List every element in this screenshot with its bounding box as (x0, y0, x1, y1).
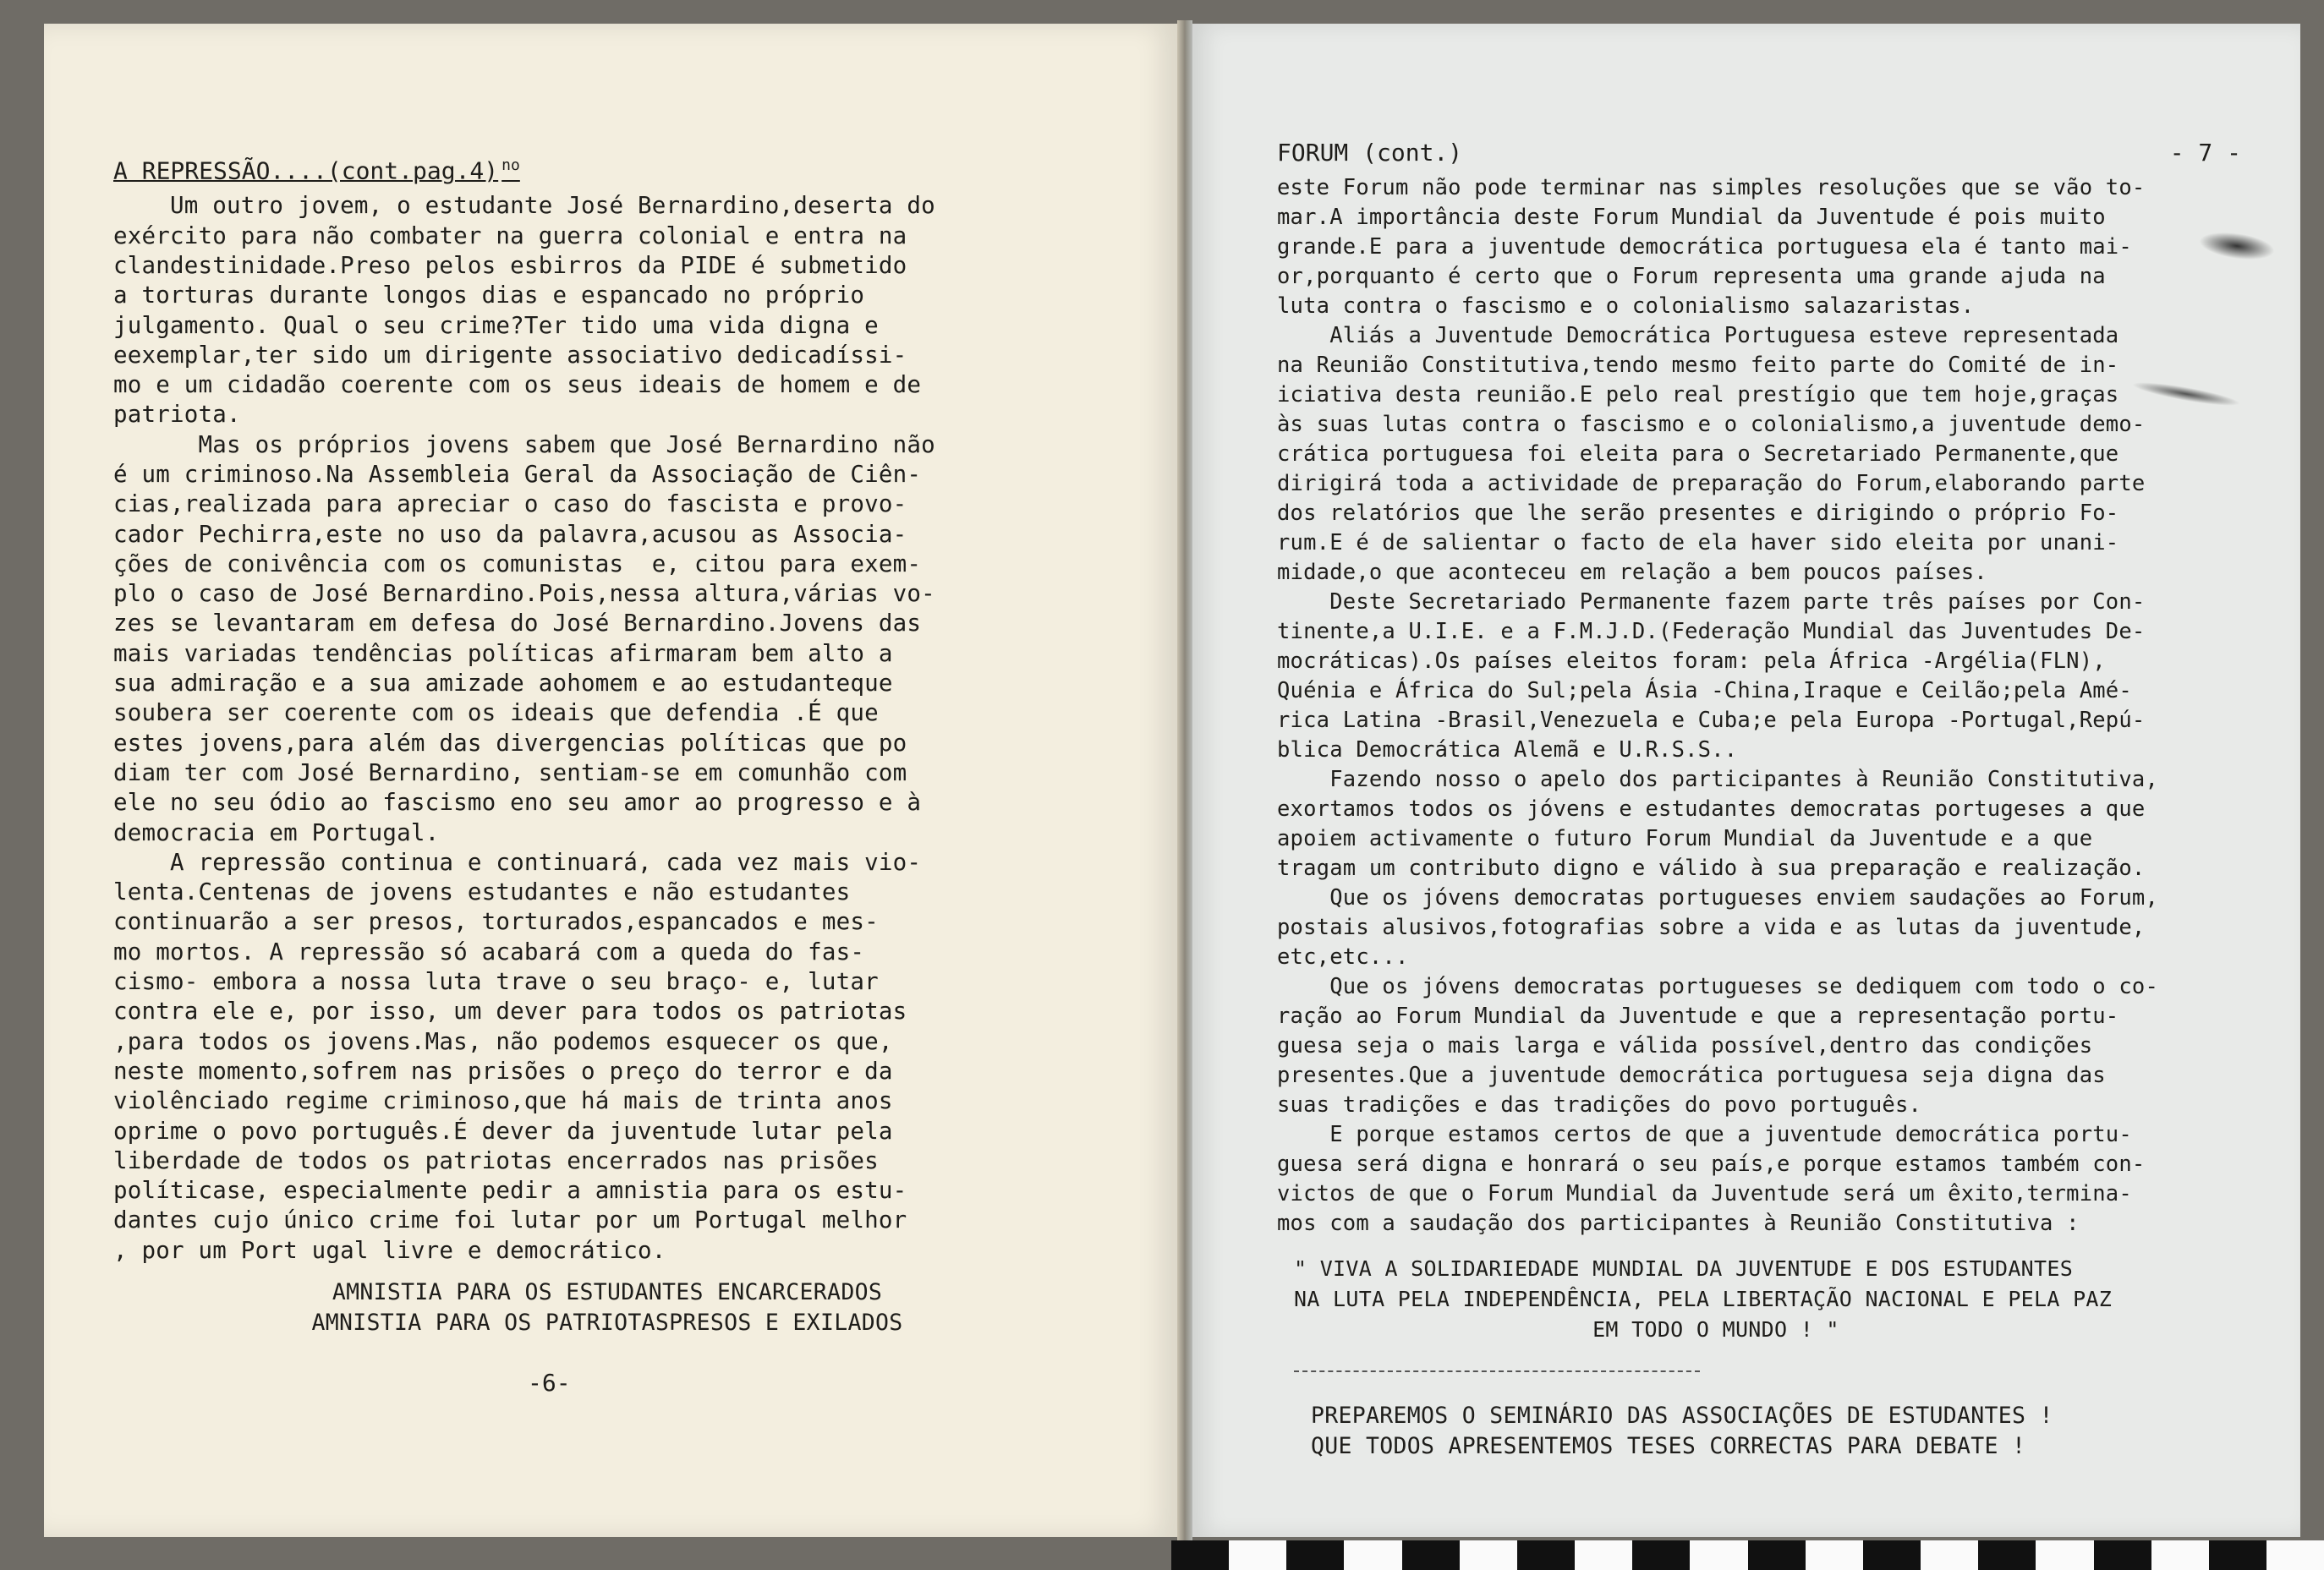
amnesty-slogan-students: AMNISTIA PARA OS ESTUDANTES ENCARCERADOS (332, 1279, 883, 1306)
right-page-number: - 7 - (2169, 139, 2241, 167)
book-gutter (1177, 20, 1192, 1542)
theses-call: QUE TODOS APRESENTEMOS TESES CORRECTAS PARA DEBATE ! (1311, 1433, 2026, 1459)
right-running-head (1277, 138, 2266, 168)
section-divider (1294, 1370, 1700, 1372)
solidarity-quote: " VIVA A SOLIDARIEDADE MUNDIAL DA JUVENTUDE E DOS ESTUDANTES NA LUTA PELA INDEPENDÊNCIA, PELA LIBERTAÇÃO NACIONAL E PELA PAZ EM TODO O MUNDO ! " (1294, 1256, 2113, 1342)
left-page-number: -6- (528, 1369, 571, 1398)
scan-scale-bar (1171, 1540, 2324, 1570)
header-superscript: no (502, 156, 520, 174)
left-page-body: Um outro jovem, o estudante José Bernardino,deserta do exército para não combater na guerra colonial e entra na clandestinidade.Preso pelos esbirros da PIDE é submetido a torturas durante longos dias e espancado no próprio julgamento. Qual o seu crime?Ter tido uma vida digna e eexemplar,ter sido um dirigente associativo dedicadíssi- mo e um cidadão coerente com os seus ideais de homem e de patriota. Mas os próprios jovens sabem que José Bernardino não é um criminoso.Na Assembleia Geral da Associação de Ciên- cias,realizada para apreciar o caso do fascista e provo- cador Pechirra,este no uso da palavra,acusou as Associa- ções de conivência com os comunistas e, citou para exem- plo o caso de José Bernardino.Pois,nessa altura,várias vo- zes se levantaram em defesa do José Bernardino.Jovens das mais variadas tendências políticas afirmaram bem alto a sua admiração e a sua amizade aohomem e ao estudanteque soubera ser coerente com os ideais que defendia .É que estes jovens,para além das divergencias políticas que po diam ter com José Bernardino, sentiam-se em comunhão com ele no seu ódio ao fascismo eno seu amor ao progresso e à democracia em Portugal. A repressão continua e continuará, cada vez mais vio- lenta.Centenas de jovens estudantes e não estudantes continuarão a ser presos, torturados,espancados e mes- mo mortos. A repressão só acabará com a queda do fas- cismo- embora a nossa luta trave o seu braço- e, lutar contra ele e, por isso, um dever para todos os patriotas ,para todos os jovens.Mas, não podemos esquecer os que, neste momento,sofrem nas prisões o preço do terror e da violênciado regime criminoso,que há mais de trinta anos oprime o povo português.É dever da juventude lutar pela liberdade de todos os patriotas encerrados nas prisões políticase, especialmente pedir a amnistia para os estu- dantes cujo único crime foi lutar por um Portugal melhor , por um Port ugal livre e democrático. (113, 192, 935, 1264)
seminar-call: PREPAREMOS O SEMINÁRIO DAS ASSOCIAÇÕES DE ESTUDANTES ! (1311, 1403, 2053, 1429)
right-page (1192, 24, 2300, 1537)
left-running-head (113, 150, 1101, 186)
right-page-body: este Forum não pode terminar nas simples resoluções que se vão to- mar.A importância deste Forum Mundial da Juventude é pois muito grande.E para a juventude democrática portuguesa ela é tanto mai- or,porquanto é certo que o Forum representa uma grande ajuda na luta contra o fascismo e o colonialismo salazaristas. Aliás a Juventude Democrática Portuguesa esteve representada na Reunião Constitutiva,tendo mesmo feito parte do Comité de in- iciativa desta reunião.E pelo real prestígio que tem hoje,graças às suas lutas contra o fascismo e o colonialismo,a juventude demo- crática portuguesa foi eleita para o Secretariado Permanente,que dirigirá toda a actividade de preparação do Forum,elaborando parte dos relatórios que lhe serão presentes e dirigindo o próprio Fo- rum.E é de salientar o facto de ela haver sido eleita por unani- midade,o que aconteceu em relação a bem poucos países. Deste Secretariado Permanente fazem parte três países por Con- tinente,a U.I.E. e a F.M.J.D.(Federação Mundial das Juventudes De- mocráticas).Os países eleitos foram: pela África -Argélia(FLN), Quénia e África do Sul;pela Ásia -China,Iraque e Ceilão;pela Amé- rica Latina -Brasil,Venezuela e Cuba;e pela Europa -Portugal,Repú- blica Democrática Alemã e U.R.S.S.. Fazendo nosso o apelo dos participantes à Reunião Constitutiva, exortamos todos os jóvens e estudantes democratas portugeses a que apoiem activamente o futuro Forum Mundial da Juventude e a que tragam um contributo digno e válido à sua preparação e realização. Que os jóvens democratas portugueses enviem saudações ao Forum, postais alusivos,fotografias sobre a vida e as lutas da juventude, etc,etc... Que os jóvens democratas portugueses se dediquem com todo o co- ração ao Forum Mundial da Juventude e que a representação portu- guesa seja o mais larga e válida possível,dentro das condições presentes.Que a juventude democrática portuguesa seja digna das suas tradições e das tradições do povo português. E porque estamos certos de que a juventude democrática portu- guesa será digna e honrará o seu país,e porque estamos também con- victos de que o Forum Mundial da Juventude será um êxito,termina- mos com a saudação dos participantes à Reunião Constitutiva : (1277, 175, 2159, 1236)
right-page-title: FORUM (cont.) (1277, 139, 1463, 167)
left-page-title: A REPRESSÃO....(cont.pag.4) $^{no}$ (113, 156, 520, 185)
amnesty-slogan-patriots: AMNISTIA PARA OS PATRIOTASPRESOS E EXILADOS (311, 1310, 903, 1337)
left-page (44, 24, 1177, 1537)
